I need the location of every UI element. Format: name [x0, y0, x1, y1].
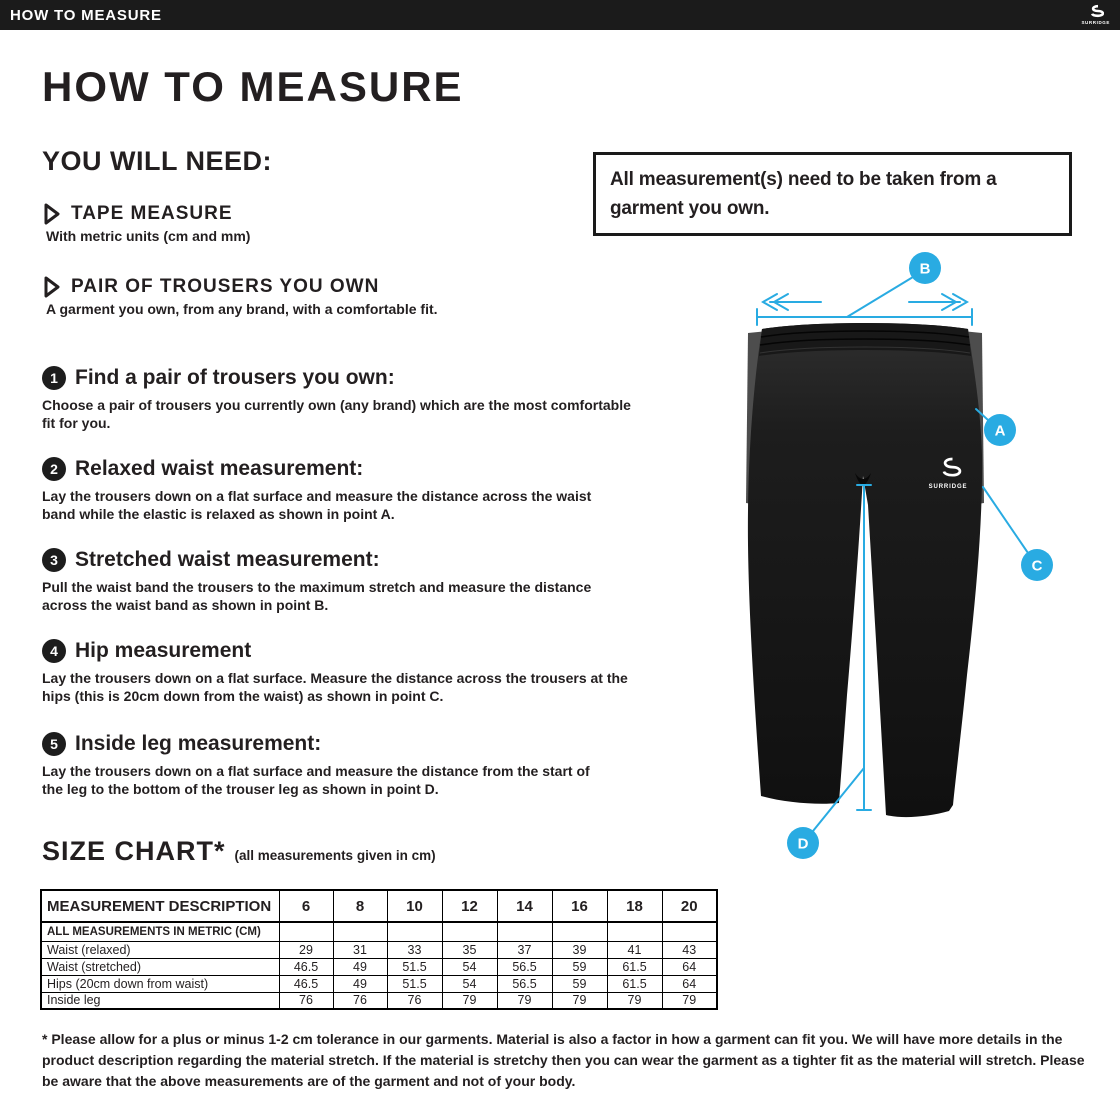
cell: 54 — [442, 975, 497, 992]
marker-d — [787, 827, 819, 859]
step-4 — [42, 639, 632, 705]
step-body: Lay the trousers down on a flat surface. Measure the distance across the trousers at the hips (this is 20cm down from the waist) as shown in point C. — [42, 670, 628, 704]
cell: 37 — [497, 941, 552, 958]
metric-note-row — [41, 922, 717, 941]
step-number-badge: 3 — [42, 548, 66, 572]
note-box — [593, 152, 1072, 236]
size-chart-subtitle: (all measurements given in cm) — [234, 848, 436, 863]
you-will-need-heading: YOU WILL NEED: — [42, 146, 273, 176]
cell: 76 — [333, 992, 387, 1009]
marker-d-letter: D — [797, 835, 809, 853]
empty-cell — [279, 922, 333, 941]
step-5 — [42, 732, 598, 798]
column-header: 14 — [497, 890, 552, 922]
triangle-bullet-icon — [44, 203, 61, 225]
empty-cell — [552, 922, 607, 941]
marker-b-letter: B — [919, 260, 931, 278]
step-title: Find a pair of trousers you own: — [75, 366, 395, 389]
column-header: 8 — [333, 890, 387, 922]
cell: 43 — [662, 941, 717, 958]
empty-cell — [333, 922, 387, 941]
note-text: All measurement(s) need to be taken from a garment you own. — [610, 168, 997, 219]
cell: 56.5 — [497, 975, 552, 992]
cell: 29 — [279, 941, 333, 958]
empty-cell — [387, 922, 442, 941]
column-header: MEASUREMENT DESCRIPTION — [41, 890, 279, 922]
step-body: Choose a pair of trousers you currently own (any brand) which are the most comfortable fit for you. — [42, 397, 631, 431]
cell: 79 — [607, 992, 662, 1009]
garment-brand-text: SURRIDGE — [928, 484, 968, 490]
cell: 33 — [387, 941, 442, 958]
table-row — [41, 975, 717, 992]
cell: 46.5 — [279, 958, 333, 975]
table-row — [41, 941, 717, 958]
step-head — [42, 548, 622, 572]
step-number-badge: 5 — [42, 732, 66, 756]
need-item-head — [44, 203, 250, 225]
step-head — [42, 457, 614, 481]
need-item-tape-measure — [44, 203, 250, 244]
cell: 46.5 — [279, 975, 333, 992]
marker-b — [909, 252, 941, 284]
step-title: Inside leg measurement: — [75, 732, 322, 755]
need-item-label: TAPE MEASURE — [71, 203, 233, 224]
cell: 56.5 — [497, 958, 552, 975]
column-header: 20 — [662, 890, 717, 922]
top-bar — [0, 0, 1120, 30]
size-chart-title: SIZE CHART* — [42, 836, 226, 866]
table-row — [41, 992, 717, 1009]
column-header: 10 — [387, 890, 442, 922]
column-header: 18 — [607, 890, 662, 922]
marker-b-connector — [847, 277, 913, 317]
surridge-s-icon — [1088, 4, 1104, 20]
column-header: 6 — [279, 890, 333, 922]
cell: 61.5 — [607, 958, 662, 975]
need-item-description: A garment you own, from any brand, with a comfortable fit. — [46, 301, 438, 317]
cell: 41 — [607, 941, 662, 958]
topbar-title: HOW TO MEASURE — [10, 6, 162, 24]
cell: 76 — [387, 992, 442, 1009]
marker-c — [1021, 549, 1053, 581]
empty-cell — [607, 922, 662, 941]
need-item-label: PAIR OF TROUSERS YOU OWN — [71, 276, 380, 297]
table-header-row — [41, 890, 717, 922]
cell: 79 — [442, 992, 497, 1009]
step-head — [42, 639, 632, 663]
step-head — [42, 366, 642, 390]
need-item-trousers — [44, 276, 438, 317]
triangle-bullet-icon — [44, 276, 61, 298]
size-chart-heading — [42, 836, 436, 867]
step-title: Relaxed waist measurement: — [75, 457, 364, 480]
size-chart-table — [40, 889, 718, 1010]
disclaimer-text: * Please allow for a plus or minus 1-2 cm tolerance in our garments. Material is also a factor in how a garment can fit you. We will have more details in the product description regarding the material stretch. If the material is stretchy then you can wear the garment as a tighter fit as the material will stretch. Please be aware that the above measurements are of the garment and not of your body. — [42, 1031, 1085, 1089]
empty-cell — [442, 922, 497, 941]
marker-a — [984, 414, 1016, 446]
cell: 51.5 — [387, 958, 442, 975]
marker-c-connector — [983, 487, 1028, 553]
page-title: HOW TO MEASURE — [42, 63, 464, 110]
step-body: Lay the trousers down on a flat surface and measure the distance from the start of the leg to the bottom of the trouser leg as shown in point D. — [42, 763, 590, 797]
cell: 39 — [552, 941, 607, 958]
surridge-wordmark: SURRIDGE — [1081, 20, 1110, 26]
step-2 — [42, 457, 614, 523]
step-body: Lay the trousers down on a flat surface and measure the distance across the waist band while the elastic is relaxed as shown in point A. — [42, 488, 592, 522]
row-label: Hips (20cm down from waist) — [41, 975, 279, 992]
row-label: Waist (relaxed) — [41, 941, 279, 958]
cell: 76 — [279, 992, 333, 1009]
row-label: Waist (stretched) — [41, 958, 279, 975]
trousers-measurement-diagram — [690, 245, 1110, 885]
cell: 64 — [662, 958, 717, 975]
marker-a-letter: A — [994, 422, 1006, 440]
empty-cell — [662, 922, 717, 941]
cell: 59 — [552, 975, 607, 992]
cell: 49 — [333, 958, 387, 975]
cell: 61.5 — [607, 975, 662, 992]
marker-c-letter: C — [1031, 557, 1043, 575]
step-title: Hip measurement — [75, 639, 252, 662]
step-number-badge: 4 — [42, 639, 66, 663]
cell: 79 — [662, 992, 717, 1009]
cell: 35 — [442, 941, 497, 958]
need-item-head — [44, 276, 438, 298]
step-body: Pull the waist band the trousers to the maximum stretch and measure the distance across the waist band as shown in point B. — [42, 579, 592, 613]
cell: 54 — [442, 958, 497, 975]
need-item-description: With metric units (cm and mm) — [46, 228, 251, 244]
step-title: Stretched waist measurement: — [75, 548, 380, 571]
row-label: Inside leg — [41, 992, 279, 1009]
cell: 79 — [497, 992, 552, 1009]
cell: 59 — [552, 958, 607, 975]
cell: 31 — [333, 941, 387, 958]
column-header: 16 — [552, 890, 607, 922]
table-row — [41, 958, 717, 975]
surridge-logo — [1081, 4, 1110, 26]
step-number-badge: 2 — [42, 457, 66, 481]
cell: 49 — [333, 975, 387, 992]
step-number-badge: 1 — [42, 366, 66, 390]
cell: 79 — [552, 992, 607, 1009]
step-1 — [42, 366, 642, 432]
cell: 51.5 — [387, 975, 442, 992]
column-header: 12 — [442, 890, 497, 922]
metric-note: ALL MEASUREMENTS IN METRIC (CM) — [41, 922, 279, 941]
empty-cell — [497, 922, 552, 941]
step-3 — [42, 548, 622, 614]
cell: 64 — [662, 975, 717, 992]
step-head — [42, 732, 598, 756]
